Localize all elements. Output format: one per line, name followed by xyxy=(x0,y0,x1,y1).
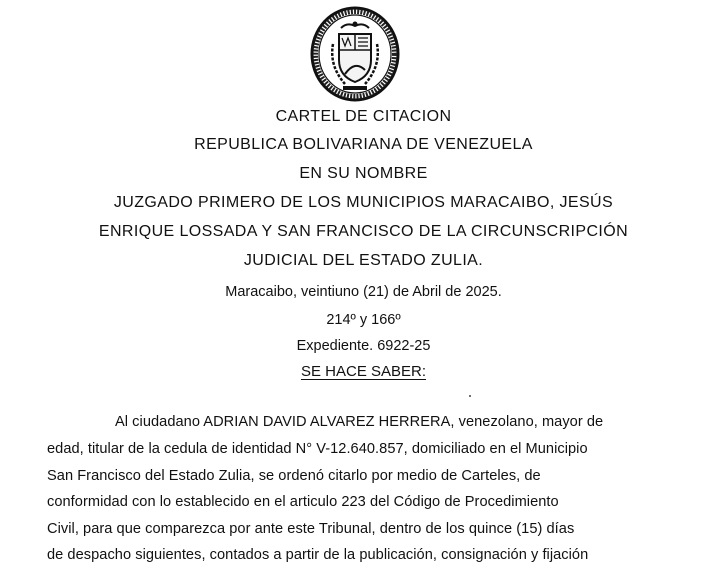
court-name-line-1: JUZGADO PRIMERO DE LOS MUNICIPIOS MARACAIBO, JESÚS xyxy=(113,194,614,211)
body-line-5: Civil, para que comparezca por ante este Tribunal, dentro de los quince (15) días xyxy=(47,521,575,537)
court-name-line-3: JUDICIAL DEL ESTADO ZULIA. xyxy=(243,252,484,269)
coat-of-arms-seal xyxy=(309,4,401,104)
years-line: 214º y 166º xyxy=(326,312,401,328)
notice-heading: SE HACE SABER: xyxy=(300,363,427,380)
date-line: Maracaibo, veintiuno (21) de Abril de 2025. xyxy=(225,284,502,300)
case-number-line: Expediente. 6922-25 xyxy=(296,338,431,354)
body-line-2: edad, titular de la cedula de identidad N° V-12.640.857, domiciliado en el Municipio xyxy=(47,441,588,457)
body-line-1: Al ciudadano ADRIAN DAVID ALVAREZ HERRERA, venezolano, mayor de xyxy=(115,414,604,430)
speck-mark xyxy=(469,395,471,397)
document-title: CARTEL DE CITACION xyxy=(275,108,452,125)
seal-icon xyxy=(309,4,401,104)
court-name-line-2: ENRIQUE LOSSADA Y SAN FRANCISCO DE LA CIRCUNSCRIPCIÓN xyxy=(98,223,629,240)
republic-line: REPUBLICA BOLIVARIANA DE VENEZUELA xyxy=(194,136,533,153)
body-line-3: San Francisco del Estado Zulia, se ordenó citarlo por medio de Carteles, de xyxy=(47,468,541,484)
body-line-4: conformidad con lo establecido en el articulo 223 del Código de Procedimiento xyxy=(47,494,559,510)
on-behalf-line: EN SU NOMBRE xyxy=(299,165,428,182)
body-line-6: de despacho siguientes, contados a partir de la publicación, consignación y fijación xyxy=(47,547,589,563)
